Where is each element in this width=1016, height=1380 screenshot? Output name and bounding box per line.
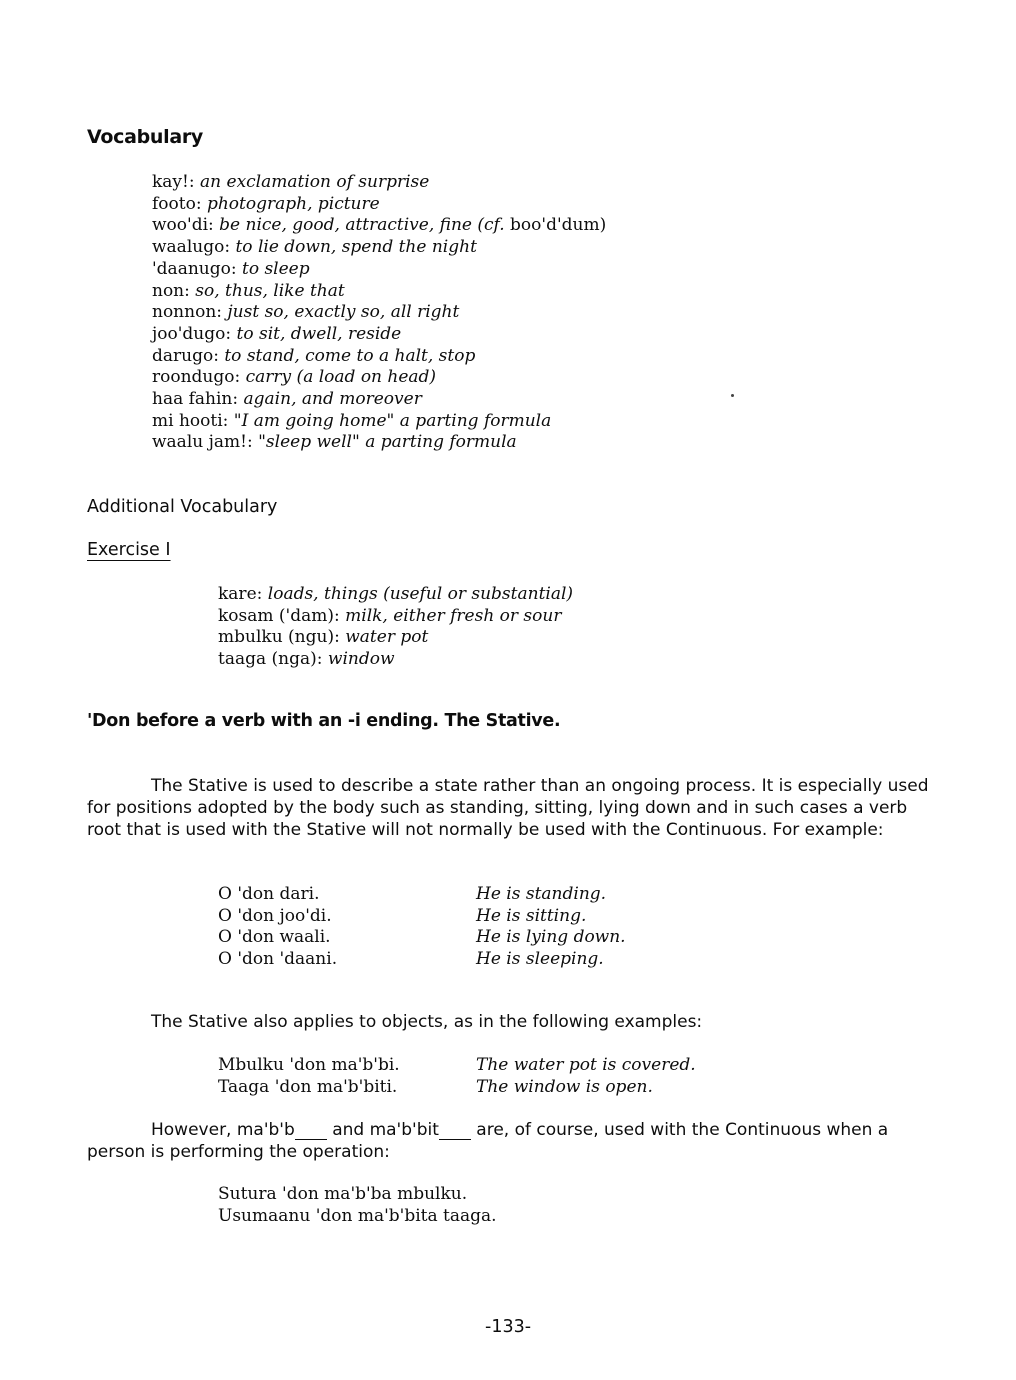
vocab-definition: so, thus, like that (195, 280, 345, 301)
examples-body-positions (218, 884, 626, 970)
example-row (218, 884, 607, 906)
vocab-entry (152, 302, 606, 324)
vocab-definition: to sit, dwell, reside (236, 323, 402, 344)
example-row (218, 1055, 696, 1077)
vocab-term: nonnon: (152, 302, 222, 323)
vocab-definition: "I am going home" a parting formula (233, 410, 552, 431)
vocab-entry (152, 389, 606, 411)
paragraph-objects (87, 1011, 937, 1033)
example-fulfulde: O 'don dari. (218, 884, 320, 904)
vocab-entry (218, 606, 573, 628)
example-row (218, 927, 626, 949)
vocab-entry (152, 237, 606, 259)
vocab-entry (152, 411, 606, 433)
vocab-entry (152, 259, 606, 281)
vocabulary-heading: Vocabulary (87, 126, 204, 148)
vocab-term: waalugo: (152, 237, 231, 258)
paragraph-text: However, ma'b'b (151, 1120, 295, 1140)
vocab-term: darugo: (152, 345, 219, 366)
vocab-entry (152, 194, 606, 216)
examples-continuous (218, 1184, 497, 1227)
vocab-note: boo'd'dum) (510, 215, 607, 236)
example-row (218, 1076, 653, 1099)
vocab-definition: photograph, picture (206, 193, 380, 214)
example-fulfulde: Mbulku 'don ma'b'bi. (218, 1055, 400, 1075)
vocab-entry (152, 215, 606, 237)
vocab-entry (218, 584, 573, 606)
vocab-definition: to lie down, spend the night (235, 237, 477, 258)
exercise-vocabulary-list (218, 584, 573, 670)
vocab-entry (152, 432, 606, 454)
vocab-entry (218, 627, 573, 649)
vocab-definition: loads, things (useful or substantial) (267, 584, 574, 604)
vocab-term: footo: (152, 193, 202, 214)
vocab-entry (218, 649, 573, 671)
vocab-term: mi hooti: (152, 410, 229, 431)
example-english: The window is open. (476, 1076, 653, 1097)
paragraph-text: The Stative also applies to objects, as in the following examples: (151, 1012, 703, 1032)
paragraph-text: and ma'b'bit (332, 1120, 439, 1140)
vocab-term: kosam ('dam): (218, 605, 340, 626)
vocab-term: kay!: (152, 172, 195, 192)
example-fulfulde: Taaga 'don ma'b'biti. (218, 1076, 398, 1097)
vocab-term: kare: (218, 584, 263, 604)
vocab-definition: milk, either fresh or sour (345, 605, 562, 626)
example-fulfulde: O 'don waali. (218, 927, 331, 947)
fill-in-blank (295, 1139, 327, 1140)
paragraph-continuous (87, 1119, 937, 1163)
vocab-entry (152, 324, 606, 346)
vocab-entry (152, 367, 606, 389)
vocab-definition: an exclamation of surprise (200, 172, 430, 192)
example-english: He is lying down. (476, 927, 626, 947)
page-number: -133- (485, 1317, 532, 1337)
exercise-heading: Exercise I (87, 540, 171, 560)
examples-objects (218, 1055, 696, 1098)
vocab-definition: again, and moreover (243, 389, 422, 410)
example-english: He is standing. (476, 884, 607, 904)
paragraph-text: are, of course, used with the Continuous when a person is performing the operation: (87, 1120, 889, 1162)
vocab-term: taaga (nga): (218, 648, 323, 669)
vocab-definition: carry (a load on head) (245, 367, 437, 388)
additional-vocabulary-heading: Additional Vocabulary (87, 497, 278, 517)
vocab-definition: window (327, 648, 395, 669)
paragraph-stative-intro (87, 775, 937, 841)
example-row: Usumaanu 'don ma'b'bita taaga. (218, 1205, 497, 1226)
vocab-term: roondugo: (152, 367, 241, 388)
vocab-definition: just so, exactly so, all right (227, 302, 460, 323)
vocab-definition: be nice, good, attractive, fine (cf. (219, 215, 505, 236)
vocabulary-list (152, 172, 606, 454)
example-row: Sutura 'don ma'b'ba mbulku. (218, 1184, 468, 1204)
vocab-definition: "sleep well" a parting formula (258, 432, 517, 453)
example-fulfulde: O 'don joo'di. (218, 905, 332, 926)
fill-in-blank (439, 1139, 471, 1140)
vocab-term: waalu jam!: (152, 432, 253, 453)
example-row (218, 905, 587, 928)
vocab-term: haa fahin: (152, 389, 239, 410)
example-fulfulde: O 'don 'daani. (218, 948, 338, 969)
vocab-definition: water pot (345, 627, 429, 647)
vocab-entry (152, 281, 606, 303)
example-row (218, 948, 604, 971)
vocab-entry (152, 172, 606, 194)
example-english: He is sleeping. (476, 948, 604, 969)
paragraph-text: The Stative is used to describe a state rather than an ongoing process. It is especially used for positions adopted by the body such as standing, sitting, lying down and in such cases a verb root that is used with the Stative will not normally be used with the Continuous. For example: (87, 776, 929, 840)
example-english: He is sitting. (476, 905, 587, 926)
vocab-term: mbulku (ngu): (218, 627, 340, 647)
vocab-term: non: (152, 280, 190, 301)
vocab-term: woo'di: (152, 215, 214, 236)
vocab-entry (152, 346, 606, 368)
example-english: The water pot is covered. (476, 1055, 696, 1075)
stative-section-heading: 'Don before a verb with an -i ending. The Stative. (87, 711, 561, 731)
vocab-definition: to stand, come to a halt, stop (224, 345, 476, 366)
vocab-term: 'daanugo: (152, 258, 237, 279)
scan-speck (731, 394, 734, 397)
vocab-definition: to sleep (241, 258, 310, 279)
vocab-term: joo'dugo: (152, 323, 232, 344)
